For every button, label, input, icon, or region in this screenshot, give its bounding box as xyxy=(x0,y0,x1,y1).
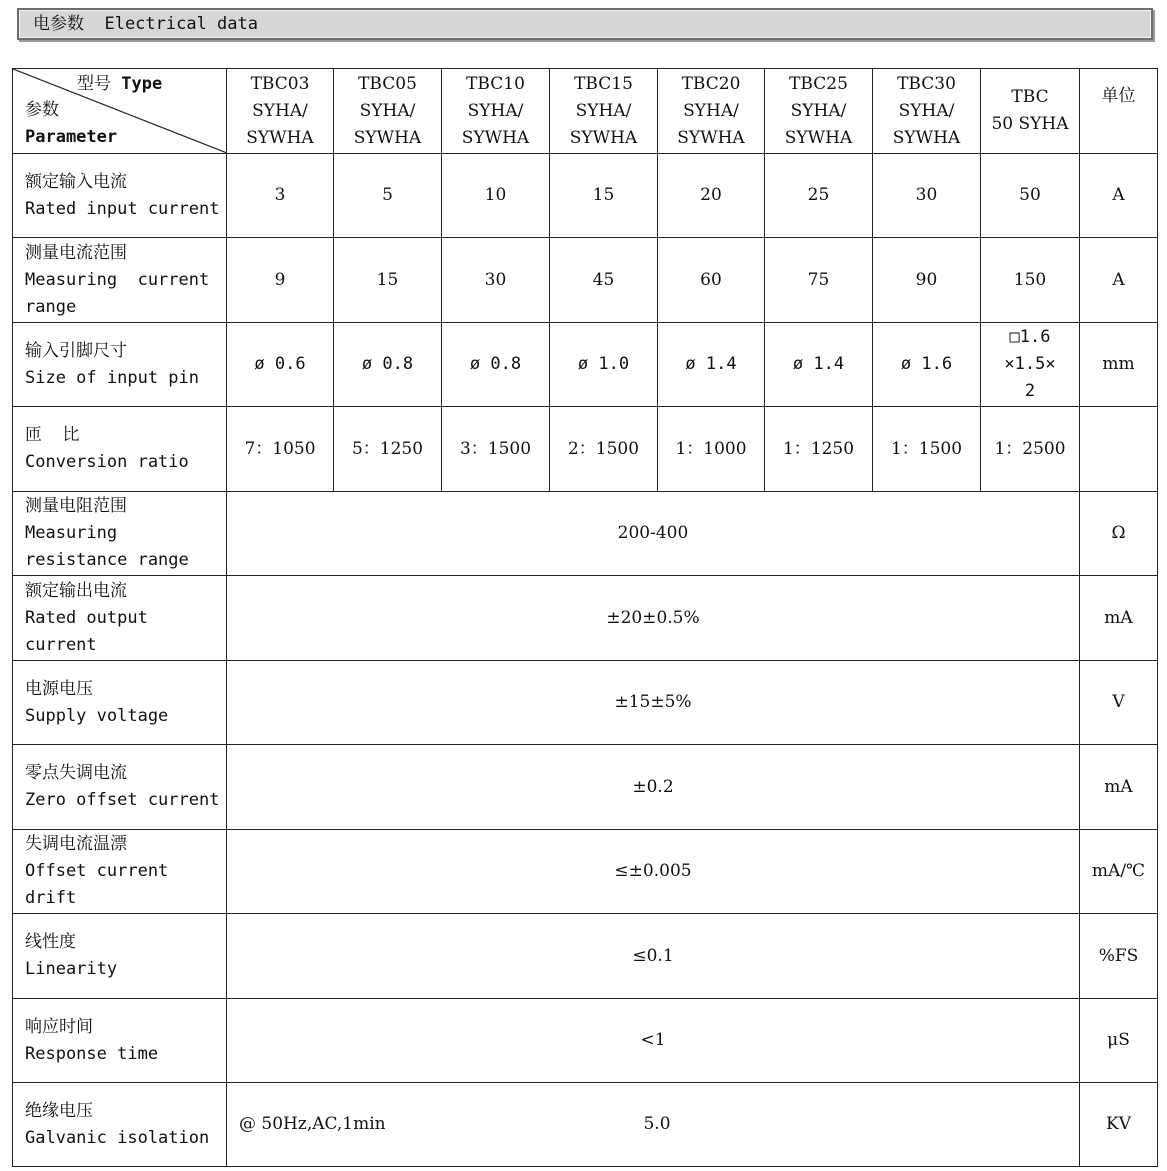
value-cell: 75 xyxy=(765,238,873,323)
value-cell: 5.0 xyxy=(550,1083,765,1167)
unit-cell: Ω xyxy=(1080,492,1158,576)
table-row xyxy=(13,492,1158,576)
value-cell: ø 0.8 xyxy=(442,323,550,407)
table-row xyxy=(13,323,1158,407)
param-cell: 绝缘电压 Galvanic isolation xyxy=(13,1083,227,1167)
value-cell: 1：2500 xyxy=(981,407,1080,492)
header-corner-cell xyxy=(13,69,227,154)
model-header: TBC 50 SYHA xyxy=(981,69,1080,154)
test-condition-cell: @ 50Hz,AC,1min xyxy=(227,1083,550,1167)
value-cell: 1：1500 xyxy=(873,407,981,492)
header-row xyxy=(13,69,1158,154)
table-row xyxy=(13,1083,1158,1167)
table-row xyxy=(13,154,1158,238)
model-header: TBC03 SYHA/ SYWHA xyxy=(227,69,334,154)
value-cell: 3：1500 xyxy=(442,407,550,492)
value-cell: 9 xyxy=(227,238,334,323)
unit-cell xyxy=(1080,407,1158,492)
table-row xyxy=(13,576,1158,661)
value-cell: 5 xyxy=(334,154,442,238)
empty-cell xyxy=(765,1083,1080,1167)
param-cell: 线性度 Linearity xyxy=(13,914,227,999)
value-cell: 45 xyxy=(550,238,658,323)
unit-cell: KV xyxy=(1080,1083,1158,1167)
value-cell: ø 0.8 xyxy=(334,323,442,407)
value-cell: ø 1.0 xyxy=(550,323,658,407)
value-cell: 3 xyxy=(227,154,334,238)
value-cell: 1：1000 xyxy=(658,407,765,492)
table-row xyxy=(13,914,1158,999)
value-cell: 25 xyxy=(765,154,873,238)
param-cell: 额定输入电流 Rated input current xyxy=(13,154,227,238)
value-cell: <1 xyxy=(227,999,1080,1083)
value-cell: 90 xyxy=(873,238,981,323)
section-title-bar xyxy=(17,8,1153,40)
value-cell: 1：1250 xyxy=(765,407,873,492)
value-cell: 15 xyxy=(550,154,658,238)
param-cell: 电源电压 Supply voltage xyxy=(13,661,227,745)
model-header: TBC10 SYHA/ SYWHA xyxy=(442,69,550,154)
value-cell: 7：1050 xyxy=(227,407,334,492)
value-cell: 200-400 xyxy=(227,492,1080,576)
table-row xyxy=(13,999,1158,1083)
value-cell: 10 xyxy=(442,154,550,238)
value-cell: ±15±5% xyxy=(227,661,1080,745)
param-cell: 失调电流温漂 Offset current drift xyxy=(13,830,227,914)
value-cell: 20 xyxy=(658,154,765,238)
section-title: 电参数 Electrical data xyxy=(33,14,258,34)
unit-cell: mA/℃ xyxy=(1080,830,1158,914)
param-cell: 额定输出电流 Rated output current xyxy=(13,576,227,661)
param-cell: 匝 比 Conversion ratio xyxy=(13,407,227,492)
value-cell: 30 xyxy=(442,238,550,323)
table-row xyxy=(13,661,1158,745)
table-row xyxy=(13,407,1158,492)
unit-cell: mm xyxy=(1080,323,1158,407)
table-row xyxy=(13,238,1158,323)
value-cell: ø 1.4 xyxy=(765,323,873,407)
table-row xyxy=(13,745,1158,830)
unit-cell: mA xyxy=(1080,576,1158,661)
parameter-label: 参数 Parameter xyxy=(25,100,118,147)
value-cell: ≤±0.005 xyxy=(227,830,1080,914)
value-cell: 15 xyxy=(334,238,442,323)
model-header: TBC05 SYHA/ SYWHA xyxy=(334,69,442,154)
value-cell: ±20±0.5% xyxy=(227,576,1080,661)
param-cell: 测量电流范围 Measuring current range xyxy=(13,238,227,323)
unit-cell: μS xyxy=(1080,999,1158,1083)
type-label: 型号 Type xyxy=(77,74,163,94)
unit-cell: V xyxy=(1080,661,1158,745)
value-cell: 50 xyxy=(981,154,1080,238)
electrical-data-table xyxy=(12,68,1158,1167)
value-cell: 150 xyxy=(981,238,1080,323)
param-cell: 输入引脚尺寸 Size of input pin xyxy=(13,323,227,407)
model-header: TBC30 SYHA/ SYWHA xyxy=(873,69,981,154)
unit-cell: %FS xyxy=(1080,914,1158,999)
model-header: TBC15 SYHA/ SYWHA xyxy=(550,69,658,154)
model-header: TBC25 SYHA/ SYWHA xyxy=(765,69,873,154)
value-cell: 5：1250 xyxy=(334,407,442,492)
unit-cell: A xyxy=(1080,154,1158,238)
unit-header: 单位 xyxy=(1080,69,1158,154)
unit-cell: mA xyxy=(1080,745,1158,830)
param-cell: 零点失调电流 Zero offset current xyxy=(13,745,227,830)
table-row xyxy=(13,830,1158,914)
value-cell: 30 xyxy=(873,154,981,238)
value-cell: ø 1.4 xyxy=(658,323,765,407)
value-cell: 2：1500 xyxy=(550,407,658,492)
value-cell: ±0.2 xyxy=(227,745,1080,830)
param-cell: 响应时间 Response time xyxy=(13,999,227,1083)
value-cell: □1.6 ×1.5× 2 xyxy=(981,323,1080,407)
param-cell: 测量电阻范围 Measuring resistance range xyxy=(13,492,227,576)
value-cell: ø 1.6 xyxy=(873,323,981,407)
model-header: TBC20 SYHA/ SYWHA xyxy=(658,69,765,154)
value-cell: ≤0.1 xyxy=(227,914,1080,999)
unit-cell: A xyxy=(1080,238,1158,323)
value-cell: ø 0.6 xyxy=(227,323,334,407)
value-cell: 60 xyxy=(658,238,765,323)
